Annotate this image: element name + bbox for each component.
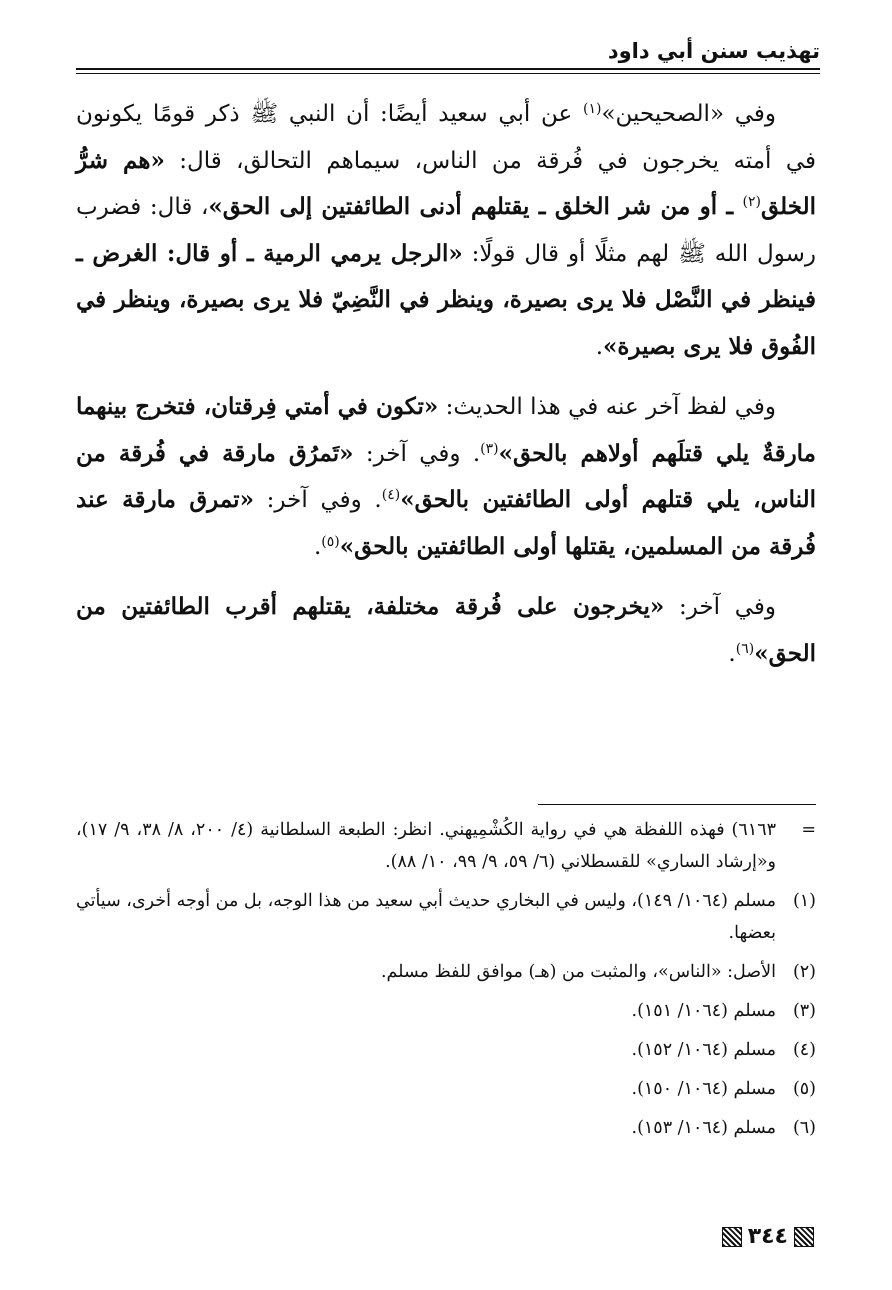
- hadith-quote: «تمرق مارقة عند فُرقة من المسلمين، يقتلها أولى الطائفتين بالحق»: [76, 486, 816, 560]
- footnote-text: مسلم (١٠٦٤/ ١٥١).: [631, 1001, 776, 1021]
- footnote-item: [76, 1073, 816, 1105]
- hadith-quote: «يخرجون على فُرقة مختلفة، يقتلهم أقرب الطائفتين من الحق»: [76, 593, 816, 667]
- text-run: وفي آخر:: [664, 594, 776, 620]
- text-run: . وفي آخر:: [253, 487, 382, 513]
- text-run: .: [595, 333, 603, 360]
- main-text: [76, 92, 816, 691]
- page-number: ٣٤٤: [747, 1224, 788, 1249]
- footnote-mark: (٦): [792, 1118, 816, 1138]
- footnote-item: [76, 1112, 816, 1144]
- footnotes: [76, 814, 816, 1151]
- text-run: . وفي آخر:: [353, 440, 481, 467]
- hadith-quote: «تَمرُق مارقة في فُرقة من الناس، يلي قتلهم أولى الطائفتين بالحق»: [76, 439, 816, 513]
- footnote-text: الأصل: «الناس»، والمثبت من (هـ) موافق للفظ مسلم.: [380, 962, 776, 982]
- text-run: وفي «الصحيحين»: [601, 101, 777, 127]
- text-run: ، قال: فضرب رسول الله ﷺ لهم مثلًا أو قال قولًا:: [76, 194, 816, 267]
- footnote-item: [76, 885, 816, 949]
- ornament-icon: [722, 1227, 742, 1247]
- footnote-text: ٦١٦٣) فهذه اللفظة هي في رواية الكُشْمِيهني. انظر: الطبعة السلطانية (٤/ ٢٠٠، ٨/ ٣٨، ٩/ ١٧)، و«إرشاد الساري» للقسطلاني (٦/ ٥٩، ٩/ ٩٩، ١٠/ ٨٨).: [76, 820, 776, 872]
- header-rule-thin: [76, 73, 820, 74]
- hadith-quote: «الرجل يرمي الرمية ـ أو قال: الغرض ـ فينظر في النَّصْل فلا يرى بصيرة، وينظر في النَّضِيّ فلا يرى بصيرة، وينظر في الفُوق فلا يرى بصيرة»: [76, 239, 816, 360]
- text-run: وفي لفظ آخر عنه في هذا الحديث:: [438, 394, 776, 420]
- footnote-mark: (٥): [792, 1079, 816, 1099]
- footnote-ref[interactable]: (٦): [735, 640, 755, 657]
- running-header: [76, 30, 820, 72]
- footnote-text: مسلم (١٠٦٤/ ١٥٠).: [631, 1079, 776, 1099]
- text-run: .: [313, 533, 322, 560]
- page-number-block: [722, 1222, 814, 1252]
- footnote-item: [76, 995, 816, 1027]
- paragraph-2: [76, 384, 816, 570]
- ornament-icon: [794, 1227, 814, 1247]
- footnote-mark: (٢): [792, 962, 816, 982]
- footnote-ref[interactable]: (٢): [742, 194, 761, 210]
- text-run: .: [728, 640, 736, 667]
- header-rule: [76, 68, 820, 70]
- footnote-item: [76, 1034, 816, 1066]
- paragraph-3: [76, 584, 816, 677]
- footnote-text: مسلم (١٠٦٤/ ١٤٩)، وليس في البخاري حديث أبي سعيد من هذا الوجه، بل من أوجه أخرى، سيأتي بعضها.: [76, 891, 777, 943]
- footnote-text: مسلم (١٠٦٤/ ١٥٢).: [631, 1040, 776, 1060]
- hadith-quote: «هم شرُّ الخلق: [76, 146, 817, 220]
- footnote-item: [76, 956, 816, 988]
- footnote-mark: (٤): [792, 1040, 816, 1060]
- footnote-text: مسلم (١٠٦٤/ ١٥٣).: [631, 1118, 776, 1138]
- text-run: عن أبي سعيد أيضًا: أن النبي ﷺ ذكر قومًا يكونون في أمته يخرجون في فُرقة من الناس، سيماهم التحالق، قال:: [76, 101, 816, 174]
- footnote-ref[interactable]: (١): [582, 101, 602, 117]
- hadith-quote: «تكون في أمتي فِرقتان، فتخرج بينهما مارقةٌ يلي قتلَهم أولاهم بالحق»: [76, 393, 816, 467]
- footnote-mark: (١): [792, 891, 816, 911]
- footnote-mark: (٣): [792, 1001, 816, 1021]
- header-title: تهذيب سنن أبي داود: [607, 39, 820, 63]
- footnote-ref[interactable]: (٤): [381, 487, 401, 503]
- footnote-mark: =: [801, 820, 816, 840]
- footnote-ref[interactable]: (٥): [321, 533, 340, 550]
- paragraph-1: [76, 92, 816, 370]
- hadith-quote: ـ أو من شر الخلق ـ يقتلهم أدنى الطائفتين إلى الحق»: [208, 193, 743, 220]
- footnote-ref[interactable]: (٣): [480, 440, 499, 457]
- footnote-item: [76, 814, 816, 878]
- footnote-separator: [538, 804, 816, 805]
